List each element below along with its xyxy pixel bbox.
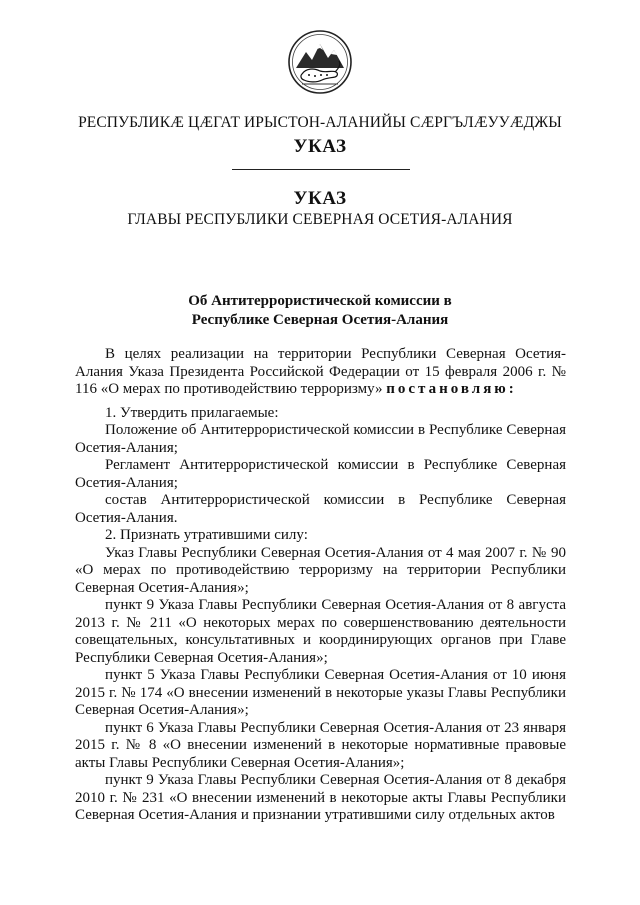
subject-line-2: Республике Северная Осетия-Алания <box>191 312 449 328</box>
item-1c: состав Антитеррористической комиссии в Республике Северная Осетия-Алания. <box>75 492 566 526</box>
decree-body <box>75 346 566 825</box>
ossetian-header-title: РЕСПУБЛИКӔ ЦӔГАТ ИРЫСТОН-АЛАНИЙЫ СӔРГЪЛӔУУӔДЖЫ <box>78 114 562 131</box>
ukaz-title-ossetian: УКАЗ <box>293 136 347 157</box>
preamble-paragraph <box>75 346 566 399</box>
item-2b: пункт 9 Указа Главы Республики Северная Осетия-Алания от 8 августа 2013 г. № 211 «О некоторых мерах по совершенствованию деятельности совещательных, консультативных и координирующих органов при Главе Республики Северная Осетия-Алания»; <box>75 597 566 666</box>
item-1b: Регламент Антитеррористической комиссии в Республике Северная Осетия-Алания; <box>75 457 566 491</box>
item-2d: пункт 6 Указа Главы Республики Северная Осетия-Алания от 23 января 2015 г. № 8 «О внесении изменений в некоторые нормативные правовые акты Главы Республики Северная Осетия-Алания»; <box>75 719 566 771</box>
subject-line-1: Об Антитеррористической комиссии в <box>188 293 452 309</box>
decree-word: постановляю: <box>386 381 517 397</box>
item-2a: Указ Главы Республики Северная Осетия-Алания от 4 мая 2007 г. № 90 «О мерах по противодействию терроризму на территории Республики Северная Осетия-Алания»; <box>75 544 566 596</box>
item-1a: Положение об Антитеррористической комиссии в Республике Северная Осетия-Алания; <box>75 422 566 456</box>
head-of-republic-title: ГЛАВЫ РЕСПУБЛИКИ СЕВЕРНАЯ ОСЕТИЯ-АЛАНИЯ <box>127 211 513 228</box>
item-2c: пункт 5 Указа Главы Республики Северная Осетия-Алания от 10 июня 2015 г. № 174 «О внесении изменений в некоторые указы Главы Республики Северная Осетия-Алания»; <box>75 667 566 718</box>
item-2: 2. Признать утратившими силу: <box>105 527 308 543</box>
header-divider <box>232 169 410 170</box>
decree-subject <box>0 292 640 330</box>
ukaz-title-russian: УКАЗ <box>293 188 347 209</box>
item-2e: пункт 9 Указа Главы Республики Северная Осетия-Алания от 8 декабря 2010 г. № 231 «О внесении изменений в некоторые акты Главы Республики Северная Осетия-Алания и признании утратившими силу отдельных актов <box>75 772 566 823</box>
preamble-text: В целях реализации на территории Республики Северная Осетия-Алания Указа Президента Российской Федерации от 15 февраля 2006 г. № 116 «О мерах по противодействию терроризму» <box>75 346 566 397</box>
item-1: 1. Утвердить прилагаемые: <box>105 404 279 421</box>
coat-of-arms-emblem-icon <box>286 28 354 96</box>
